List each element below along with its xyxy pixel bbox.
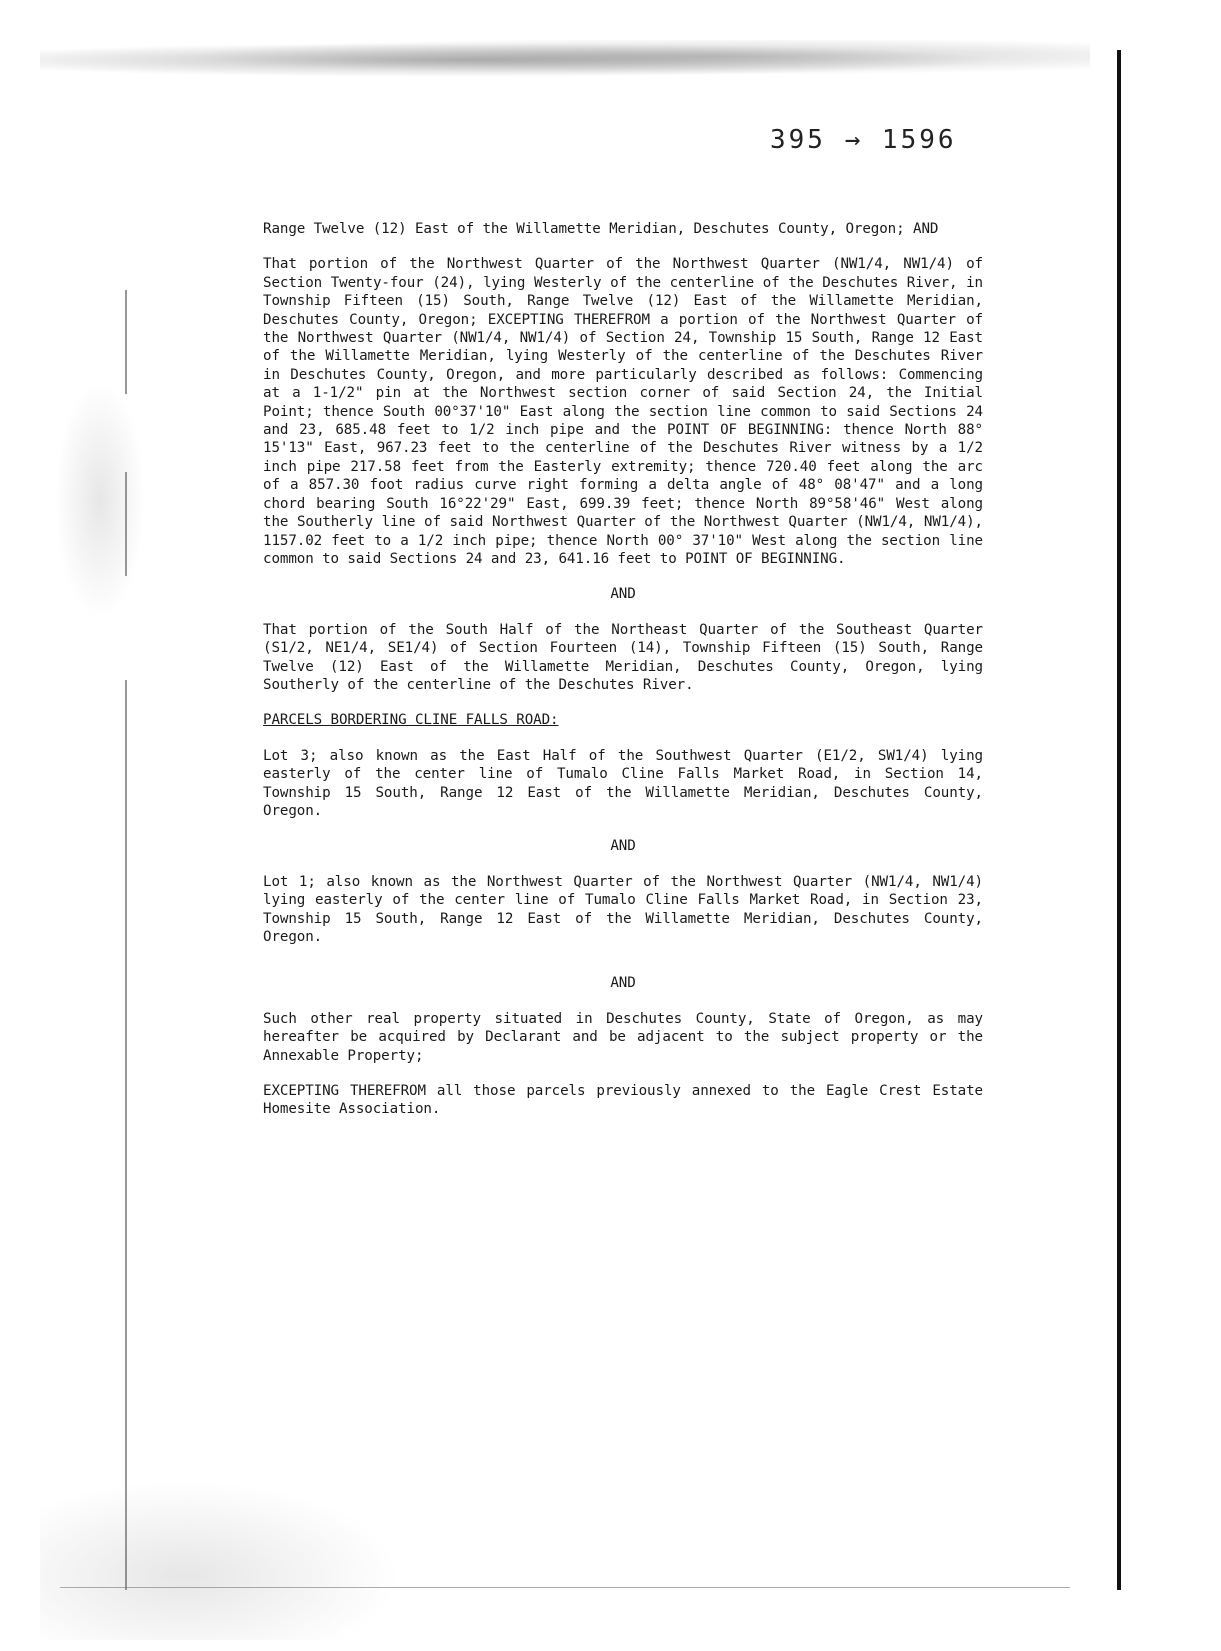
paragraph-excepting: EXCEPTING THEREFROM all those parcels previously annexed to the Eagle Crest Estate Homesite Association. [263, 1083, 983, 1118]
paragraph-range-twelve: Range Twelve (12) East of the Willamette Meridian, Deschutes County, Oregon; AND [263, 221, 939, 237]
scan-noise-bottom [40, 1480, 400, 1640]
conjunction-and: AND [610, 838, 636, 855]
paragraph-nw-quarter-section-24: That portion of the Northwest Quarter of the Northwest Quarter (NW1/4, NW1/4) of Section Twenty-four (24), lying Westerly of the centerline of the Deschutes River, in Township Fifteen (15) South, Range Twelve (12) East of the Willamette Meridian, Deschutes County, Oregon; EXCEPTING THEREFROM a portion of the Northwest Quarter of the Northwest Quarter (NW1/4, NW1/4) of Section 24, Township 15 South, Range 12 East of the Willamette Meridian, lying Westerly of the centerline of the Deschutes River in Deschutes County, Oregon, and more particularly described as follows: Commencing at a 1-1/2" pin at the Northwest section corner of said Section 24, the Initial Point; thence South 00°37'10" East along the section line common to said Sections 24 and 23, 685.48 feet to 1/2 inch pipe and the POINT OF BEGINNING: thence North 88° 15'13" East, 967.23 feet to the centerline of the Deschutes River witness by a 1/2 inch pipe 217.58 feet from the Easterly extremity; thence 720.40 feet along the arc of a 857.30 foot radius curve right forming a delta angle of 48° 08'47" and a long chord bearing South 16°22'29" East, 699.39 feet; thence North 89°58'46" West along the Southerly line of said Northwest Quarter of the Northwest Quarter (NW1/4, NW1/4), 1157.02 feet to a 1/2 inch pipe; thence North 00° 37'10" West along the section line common to said Sections 24 and 23, 641.16 feet to POINT OF BEGINNING. [263, 256, 983, 567]
document-body [263, 220, 983, 1136]
page-number: 395 → 1596 [770, 125, 957, 155]
scan-edge-line-bottom [60, 1587, 1070, 1588]
conjunction-and: AND [610, 586, 636, 603]
paragraph-other-property: Such other real property situated in Deschutes County, State of Oregon, as may hereafter be acquired by Declarant and be adjacent to the subject property or the Annexable Property; [263, 1010, 983, 1064]
paragraph-section-14: That portion of the South Half of the Northeast Quarter of the Southeast Quarter (S1/2, NE1/4, SE1/4) of Section Fourteen (14), Township Fifteen (15) South, Range Twelve (12) East of the Willamette Meridian, Deschutes County, Oregon, lying Southerly of the centerline of the Deschutes River. [263, 621, 983, 693]
section-heading: PARCELS BORDERING CLINE FALLS ROAD: [263, 712, 559, 729]
scan-edge-line-right [1117, 50, 1121, 1590]
conjunction-and: AND [610, 975, 636, 992]
paragraph-lot-1: Lot 1; also known as the Northwest Quarter of the Northwest Quarter (NW1/4, NW1/4) lying easterly of the center line of Tumalo Cline Falls Market Road, in Section 23, Township 15 South, Range 12 East of the Willamette Meridian, Deschutes County, Oregon. [263, 873, 983, 945]
scan-noise-top [40, 40, 1090, 80]
scan-edge-line-left [125, 290, 127, 1590]
paragraph-lot-3: Lot 3; also known as the East Half of the Southwest Quarter (E1/2, SW1/4) lying easterly of the center line of Tumalo Cline Falls Market Road, in Section 14, Township 15 South, Range 12 East of the Willamette Meridian, Deschutes County, Oregon. [263, 747, 983, 819]
scan-noise-left [55, 380, 145, 620]
